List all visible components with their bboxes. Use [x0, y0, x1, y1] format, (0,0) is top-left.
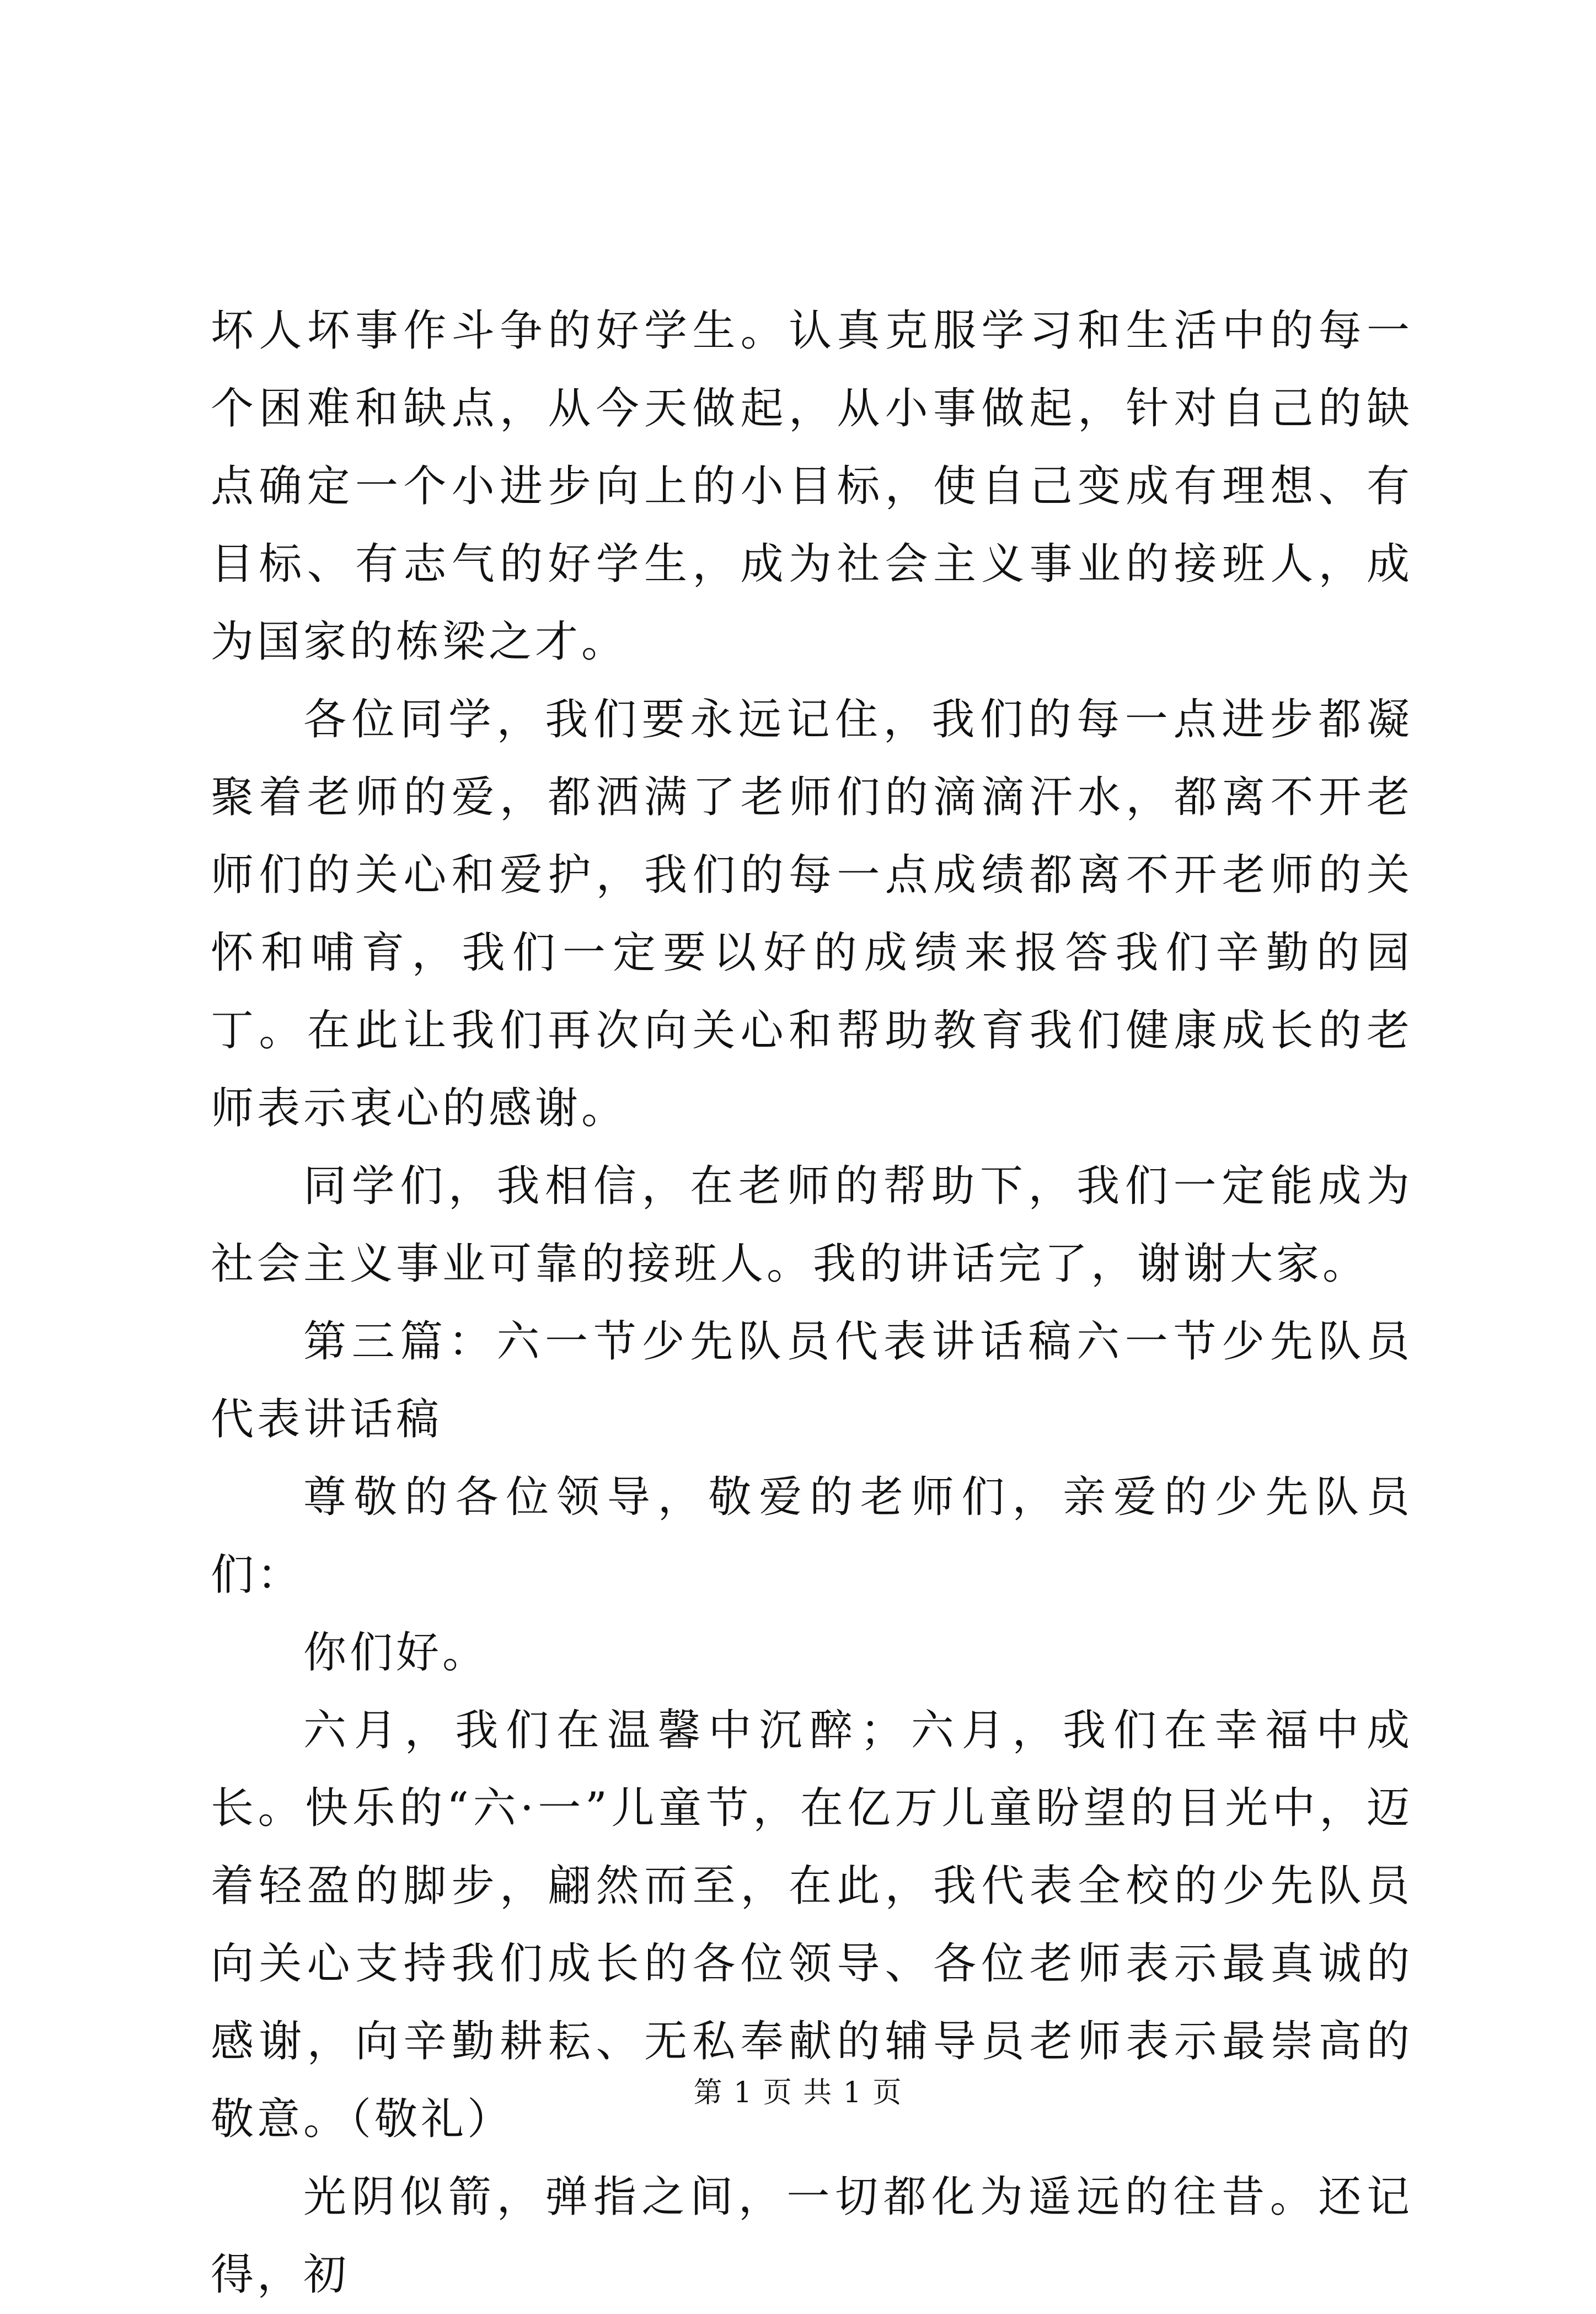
page-footer: 第 1 页 共 1 页 — [693, 2076, 903, 2109]
salutation: 尊敬的各位领导，敬爱的老师们，亲爱的少先队员们： — [211, 1472, 1413, 1600]
paragraph-4: 六月，我们在温馨中沉醉；六月，我们在幸福中成长。快乐的“六·一”儿童节，在亿万儿童盼望的目光中，迈着轻盈的脚步，翩然而至，在此，我代表全校的少先队员向关心支持我们成长的各位领导、各位老师表示最真诚的感谢，向辛勤耕耘、无私奉献的辅导员老师表示最崇高的敬意。（敬礼） — [211, 1706, 1413, 2144]
paragraph-1: 坏人坏事作斗争的好学生。认真克服学习和生活中的每一个困难和缺点，从今天做起，从小事做起，针对自己的缺点确定一个小进步向上的小目标，使自己变成有理想、有目标、有志气的好学生，成为社会主义事业的接班人，成为国家的栋梁之才。 — [211, 306, 1413, 667]
section-heading: 第三篇：六一节少先队员代表讲话稿六一节少先队员代表讲话稿 — [211, 1317, 1413, 1444]
document-body — [211, 292, 1413, 2314]
greeting: 你们好。 — [303, 1628, 489, 1678]
paragraph-5: 光阴似箭，弹指之间，一切都化为遥远的往昔。还记得，初 — [211, 2172, 1413, 2300]
paragraph-3: 同学们，我相信，在老师的帮助下，我们一定能成为社会主义事业可靠的接班人。我的讲话完了，谢谢大家。 — [211, 1161, 1413, 1289]
paragraph-2: 各位同学，我们要永远记住，我们的每一点进步都凝聚着老师的爱，都洒满了老师们的滴滴汗水，都离不开老师们的关心和爱护，我们的每一点成绩都离不开老师的关怀和哺育，我们一定要以好的成绩来报答我们辛勤的园丁。在此让我们再次向关心和帮助教育我们健康成长的老师表示衷心的感谢。 — [211, 695, 1413, 1133]
